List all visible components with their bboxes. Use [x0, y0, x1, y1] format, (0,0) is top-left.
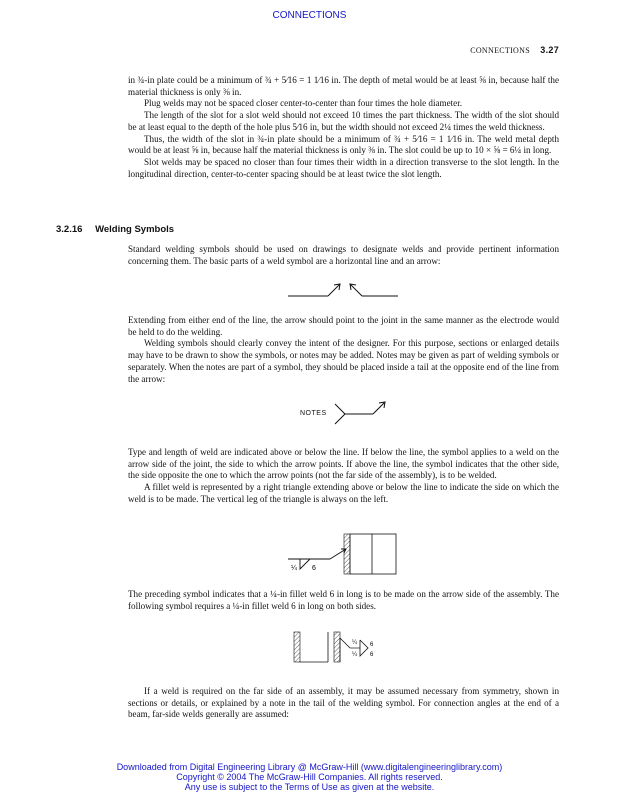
paragraph: Type and length of weld are indicated above or below the line. If below the line, the symbol applies to a weld on the arrow side of the joint, the side to which the arrow points. If above the line, the symbol indicates that the other side, the side opposite the one to which the arrow points (not the far side of the assembly), is to be welded. — [128, 447, 559, 481]
plate — [350, 534, 396, 574]
text-block-4 — [128, 447, 559, 506]
footer-copyright: Copyright © 2004 The McGraw-Hill Companies. All rights reserved. — [176, 772, 443, 782]
text-block-1 — [128, 75, 559, 180]
text-block-5 — [128, 589, 559, 612]
paragraph: The preceding symbol indicates that a ¼-in fillet weld 6 in long is to be made on the arrow side of the assembly. The following symbol requires a ¼-in fillet weld 6 in long on both sides. — [128, 589, 559, 611]
arrow-line-left — [328, 284, 340, 296]
arrow-line — [373, 402, 385, 414]
fillet-weld-figure — [284, 530, 404, 578]
text-block-2 — [128, 244, 559, 267]
section-number: 3.2.16 — [56, 224, 83, 235]
paragraph: The length of the slot for a slot weld should not exceed 10 times the part thickness. The width of the slot should be at least equal to the depth of the hole plus 5⁄16 in, but the width should not exceed 2¼ times the weld thickness. — [128, 110, 559, 132]
bottom-length: 6 — [370, 652, 374, 658]
arrow-line-right — [350, 284, 362, 296]
fillet-length: 6 — [312, 565, 316, 572]
paragraph: in ¾-in plate could be a minimum of ¾ + 5⁄16 = 1 1⁄16 in. The depth of metal would be at least ⅝ in, because half the material thickness is only ⅜ in. — [128, 75, 559, 97]
section-heading — [56, 224, 174, 235]
bottom-size: ¼ — [352, 652, 358, 658]
notes-tail-figure — [325, 398, 395, 430]
running-title: CONNECTIONS — [470, 46, 530, 55]
weld-hatch-right — [334, 632, 340, 662]
text-block-6 — [128, 686, 559, 721]
basic-weld-symbol-figure — [280, 280, 410, 302]
fillet-triangles — [360, 640, 368, 656]
arrow-line — [340, 638, 350, 648]
top-link[interactable]: CONNECTIONS — [272, 10, 347, 21]
top-size: ¼ — [352, 640, 358, 646]
arrow-line — [330, 549, 346, 559]
weld-hatch-left — [294, 632, 300, 662]
fillet-size: ¼ — [291, 565, 297, 572]
fillet-triangle — [300, 559, 310, 569]
paragraph: Extending from either end of the line, the arrow should point to the joint in the same manner as the electrode would be held to do the welding. — [128, 315, 559, 337]
weld-hatch — [344, 534, 350, 574]
running-head — [470, 45, 559, 55]
paragraph: Plug welds may not be spaced closer center-to-center than four times the hole diameter. — [144, 98, 462, 109]
notes-label: NOTES — [300, 410, 327, 417]
page-number: 3.27 — [540, 45, 559, 55]
footer-terms-link[interactable]: Any use is subject to the Terms of Use as given at the website. — [184, 782, 435, 792]
text-block-3 — [128, 315, 559, 385]
section-title: Welding Symbols — [95, 224, 175, 235]
paragraph: Standard welding symbols should be used on drawings to designate welds and provide pertinent information concerning them. The basic parts of a weld symbol are a horizontal line and an arrow: — [128, 244, 559, 266]
paragraph: A fillet weld is represented by a right triangle extending above or below the line to indicate the side on which the weld is to be made. The vertical leg of the triangle is always on the left. — [128, 482, 559, 504]
tail — [335, 404, 345, 424]
paragraph: If a weld is required on the far side of an assembly, it may be assumed necessary from symmetry, shown in sections or details, or explained by a note in the tail of the welding symbol. For connection angles at the end of a beam, far-side welds generally are assumed: — [128, 686, 559, 720]
paragraph: Thus, the width of the slot in ¾-in plate should be a minimum of ¾ + 5⁄16 = 1 1⁄16 in. The weld metal depth would be at least ⅝ in, because half the material thickness is only ⅜ in. The slot could be up to 10 × ⅝ = 6¼ in long. — [128, 133, 559, 156]
footer-download-link[interactable]: Downloaded from Digital Engineering Library @ McGraw-Hill (www.digitalengineeringlibrary.com) — [116, 762, 503, 772]
paragraph: Slot welds may be spaced no closer than four times their width in a direction transverse to the slot length. In the longitudinal direction, center-to-center spacing should be at least twice the slot length. — [128, 156, 559, 179]
top-length: 6 — [370, 642, 374, 648]
both-sides-weld-figure — [288, 626, 378, 668]
paragraph: Welding symbols should clearly convey the intent of the designer. For this purpose, sections or enlarged details may have to be drawn to show the symbols, or notes may be added. Notes may be given as part of welding symbols or separately. When the notes are part of a symbol, they should be placed inside a tail at the opposite end of the line from the arrow: — [128, 338, 559, 384]
